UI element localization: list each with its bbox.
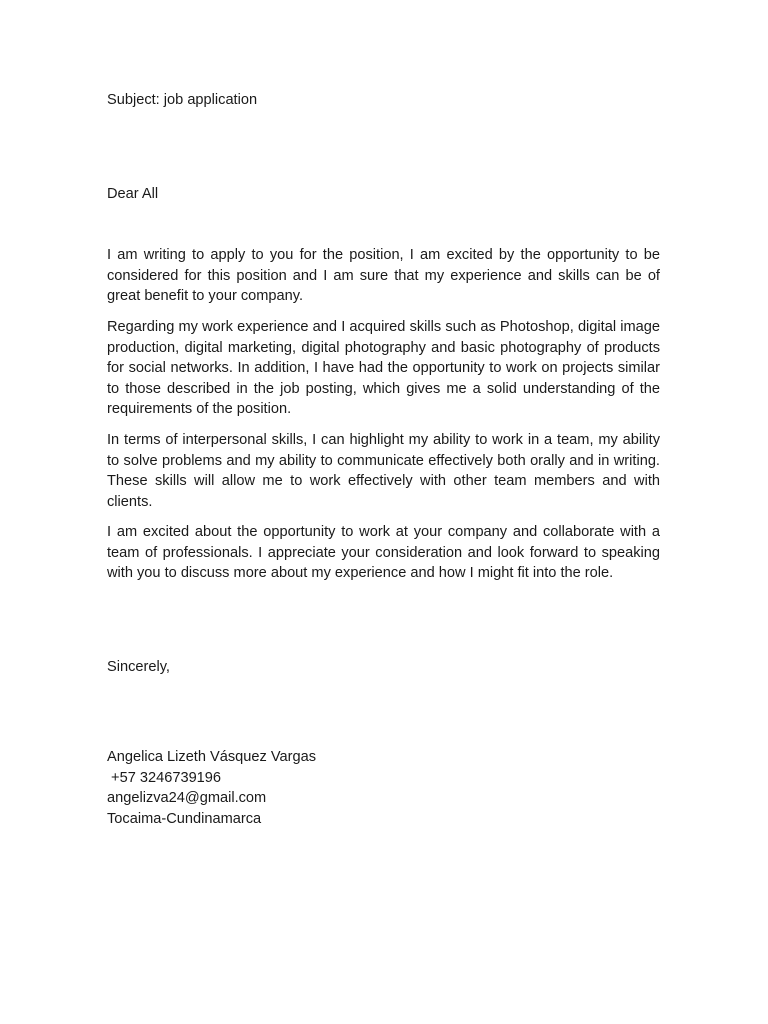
closing: Sincerely, xyxy=(107,659,170,675)
signature-location: Tocaima-Cundinamarca xyxy=(107,810,262,827)
body-paragraph-1: I am writing to apply to you for the position, I am excited by the opportunity to be considered for this position and I am sure that my experience and skills can be of great benefit to your company. xyxy=(107,247,660,305)
body-paragraph-2: Regarding my work experience and I acquired skills such as Photoshop, digital image production, digital marketing, digital photography and basic photography of products for social networks. In addition, I have had the opportunity to work on projects similar to those described in the job posting, which gives me a solid understanding of the requirements of the position. xyxy=(107,319,660,418)
subject-line: Subject: job application xyxy=(107,92,258,108)
signature-name: Angelica Lizeth Vásquez Vargas xyxy=(107,749,317,765)
salutation: Dear All xyxy=(107,186,159,202)
body-paragraph-4: I am excited about the opportunity to work at your company and collaborate with a team of professionals. I appreciate your consideration and look forward to speaking with you to discuss more about my experience and how I might fit into the role. xyxy=(107,524,660,582)
signature-email: angelizva24@gmail.com xyxy=(107,790,267,807)
signature-block xyxy=(107,747,316,829)
signature-phone: +57 3246739196 xyxy=(107,769,222,786)
body-paragraph-3: In terms of interpersonal skills, I can highlight my ability to work in a team, my ability to solve problems and my ability to communicate effectively both orally and in writing. These skills will allow me to work effectively with other team members and with clients. xyxy=(107,432,660,510)
